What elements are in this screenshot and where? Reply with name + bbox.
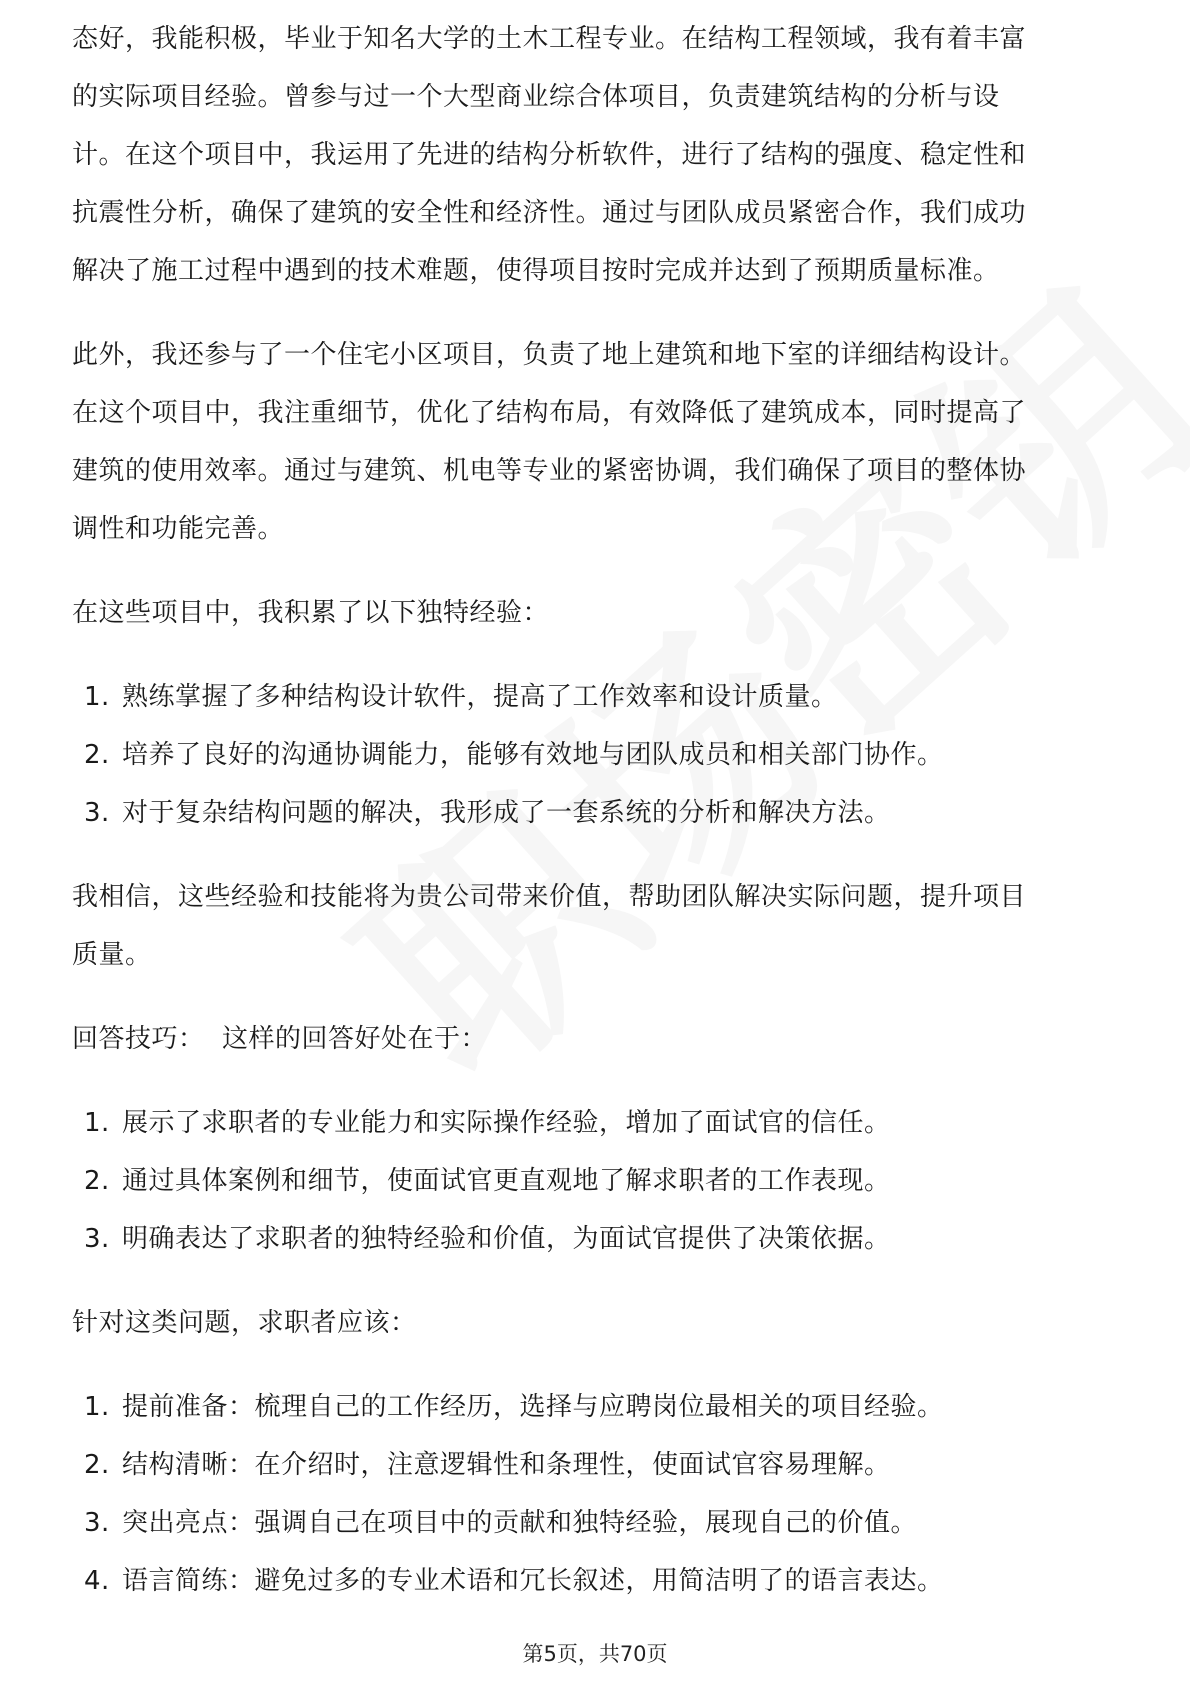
- text-line: 计。在这个项目中，我运用了先进的结构分析软件，进行了结构的强度、稳定性和: [72, 140, 1027, 170]
- text-line: 此外，我还参与了一个住宅小区项目，负责了地上建筑和地下室的详细结构设计。: [72, 340, 1027, 370]
- list-number: 2.: [84, 1166, 110, 1196]
- list-text: 提前准备：梳理自己的工作经历，选择与应聘岗位最相关的项目经验。: [122, 1392, 944, 1422]
- list-item: [72, 784, 1122, 842]
- paragraph-project-experience: [72, 10, 1122, 300]
- list-item: [72, 1494, 1122, 1552]
- list-item: [72, 1378, 1122, 1436]
- list-text: 明确表达了求职者的独特经验和价值，为面试官提供了决策依据。: [122, 1224, 891, 1254]
- text-line: 在这个项目中，我注重细节，优化了结构布局，有效降低了建筑成本，同时提高了: [72, 398, 1027, 428]
- list-number: 1.: [84, 682, 110, 712]
- page-number: 第5页，共70页: [522, 1642, 668, 1666]
- list-number: 3.: [84, 1508, 110, 1538]
- text-line: 质量。: [72, 940, 152, 970]
- list-text: 突出亮点：强调自己在项目中的贡献和独特经验，展现自己的价值。: [122, 1508, 918, 1538]
- list-text: 语言简练：避免过多的专业术语和冗长叙述，用简洁明了的语言表达。: [122, 1566, 944, 1596]
- list-number: 2.: [84, 1450, 110, 1480]
- list-item: [72, 726, 1122, 784]
- list-number: 3.: [84, 1224, 110, 1254]
- list-item: [72, 1552, 1122, 1610]
- list-number: 1.: [84, 1392, 110, 1422]
- text-line: 建筑的使用效率。通过与建筑、机电等专业的紧密协调，我们确保了项目的整体协: [72, 456, 1027, 486]
- list-number: 2.: [84, 740, 110, 770]
- text-line: 调性和功能完善。: [72, 514, 285, 544]
- text-line: 针对这类问题，求职者应该：: [72, 1308, 417, 1338]
- text-line: 回答技巧： 这样的回答好处在于：: [72, 1024, 488, 1054]
- text-line: 我相信，这些经验和技能将为贵公司带来价值，帮助团队解决实际问题，提升项目: [72, 882, 1027, 912]
- list-item: [72, 1210, 1122, 1268]
- text-line: 抗震性分析，确保了建筑的安全性和经济性。通过与团队成员紧密合作，我们成功: [72, 198, 1027, 228]
- experience-list: [72, 668, 1122, 842]
- list-text: 熟练掌握了多种结构设计软件，提高了工作效率和设计质量。: [122, 682, 838, 712]
- text-line: 解决了施工过程中遇到的技术难题，使得项目按时完成并达到了预期质量标准。: [72, 256, 1000, 286]
- list-text: 展示了求职者的专业能力和实际操作经验，增加了面试官的信任。: [122, 1108, 891, 1138]
- list-text: 对于复杂结构问题的解决，我形成了一套系统的分析和解决方法。: [122, 798, 891, 828]
- text-line: 的实际项目经验。曾参与过一个大型商业综合体项目，负责建筑结构的分析与设: [72, 82, 1000, 112]
- tips-list: [72, 1094, 1122, 1268]
- list-number: 4.: [84, 1566, 110, 1596]
- paragraph-residential-project: [72, 326, 1122, 558]
- list-text: 通过具体案例和细节，使面试官更直观地了解求职者的工作表现。: [122, 1166, 891, 1196]
- list-item: [72, 668, 1122, 726]
- list-number: 3.: [84, 798, 110, 828]
- list-text: 培养了良好的沟通协调能力，能够有效地与团队成员和相关部门协作。: [122, 740, 944, 770]
- list-item: [72, 1152, 1122, 1210]
- list-text: 结构清晰：在介绍时，注意逻辑性和条理性，使面试官容易理解。: [122, 1450, 891, 1480]
- list-item: [72, 1436, 1122, 1494]
- advice-heading: [72, 1294, 1122, 1352]
- tips-heading: [72, 1010, 1122, 1068]
- advice-list: [72, 1378, 1122, 1610]
- text-line: 态好，我能积极，毕业于知名大学的土木工程专业。在结构工程领域，我有着丰富: [72, 24, 1027, 54]
- list-item: [72, 1094, 1122, 1152]
- paragraph-conclusion: [72, 868, 1122, 984]
- text-line: 在这些项目中，我积累了以下独特经验：: [72, 598, 550, 628]
- list-number: 1.: [84, 1108, 110, 1138]
- page-content: [72, 22, 1122, 1636]
- paragraph-experience-intro: [72, 584, 1122, 642]
